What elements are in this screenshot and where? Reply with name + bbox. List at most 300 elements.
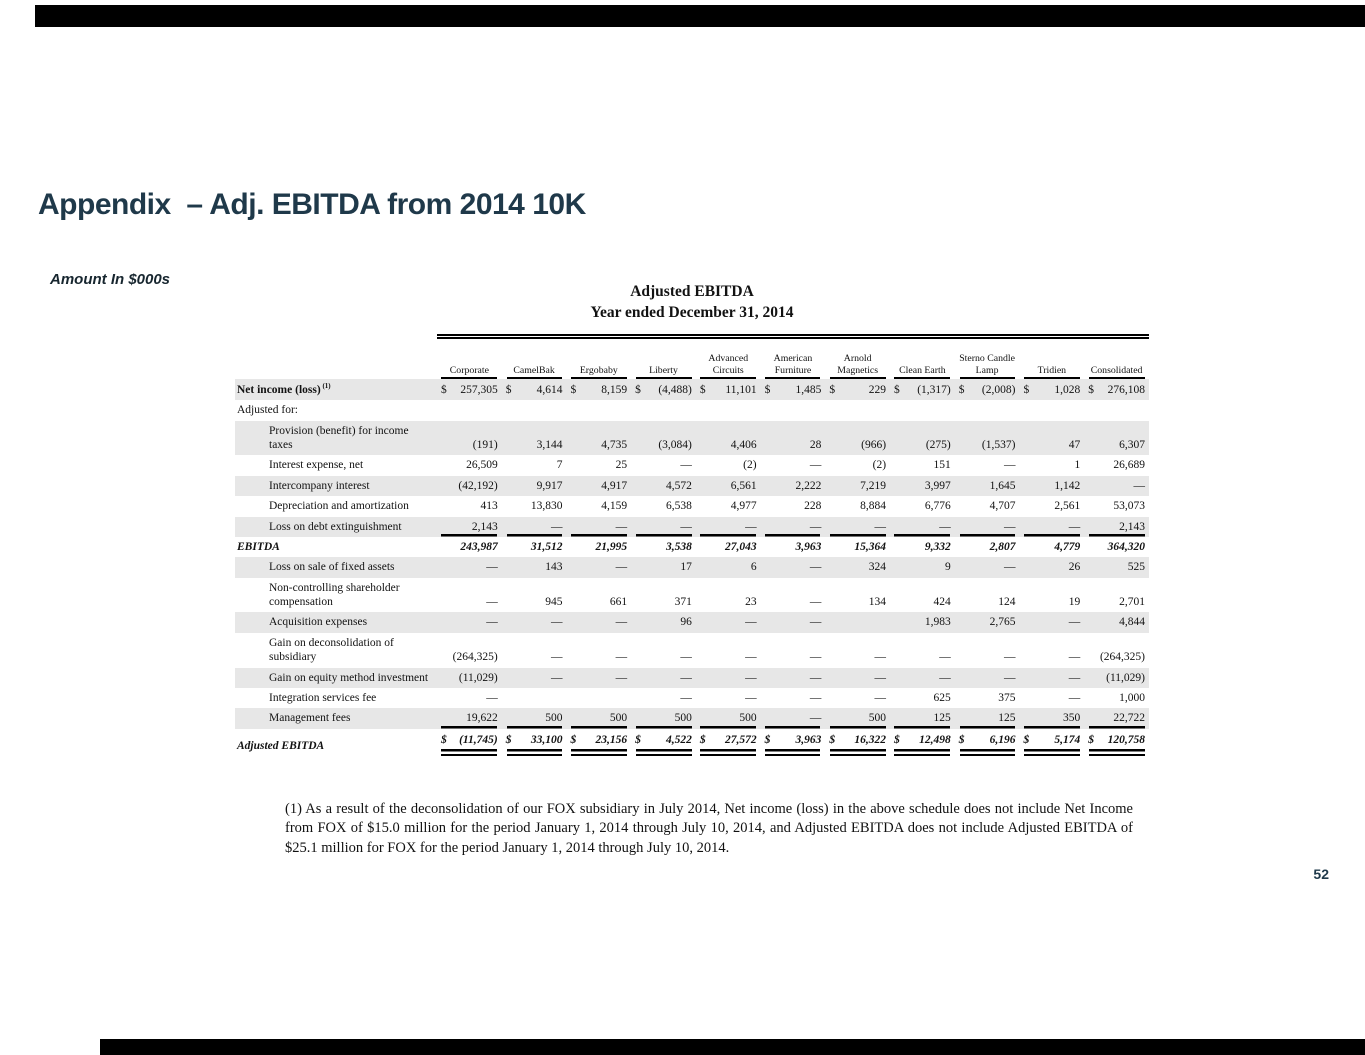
dollar-value: [894, 733, 951, 747]
cell: 143: [545, 561, 563, 574]
dollar-value: [570, 383, 627, 397]
cell: 625: [933, 691, 951, 704]
cell: [890, 379, 955, 400]
dollar-sign: $: [958, 733, 965, 746]
footnote: (1) As a result of the deconsolidation of our FOX subsidiary in July 2014, Net income (loss) in the above schedule does not include Net Income from FOX of $15.0 million for the period January 1, 2014 through July 10, 2014, and Adjusted EBITDA does not include Adjusted EBITDA of $25.1 million for FOX for the period January 1, 2014 through July 10, 2014.: [285, 801, 1133, 856]
cell: 3,538: [666, 540, 692, 553]
cell: 3,963: [795, 540, 822, 553]
amount: 6,196: [989, 733, 1016, 746]
cell: —: [761, 708, 826, 728]
amount: 27,572: [724, 733, 757, 746]
cell: 125: [955, 708, 1020, 728]
column-header: Corporate: [437, 337, 502, 380]
cell: —: [809, 691, 822, 704]
cell: (1,537): [981, 439, 1016, 452]
amount: (4,488): [658, 383, 692, 396]
cell: 27,043: [724, 540, 757, 553]
cell: 9,332: [924, 540, 951, 553]
cell: 3,144: [536, 439, 563, 452]
cell: —: [550, 616, 563, 629]
amount: (11,745): [459, 733, 498, 746]
cell: [566, 688, 631, 708]
row-label: Adjusted for:: [237, 404, 299, 417]
cell: —: [502, 517, 567, 537]
dollar-sign: $: [894, 733, 900, 746]
cell: —: [566, 517, 631, 537]
cell: 96: [680, 616, 692, 629]
cell: 6,776: [924, 500, 951, 513]
table-row: [235, 708, 1149, 728]
row-label: Provision (benefit) for income taxes: [269, 424, 409, 452]
cell: 21,995: [595, 540, 628, 553]
cell: 3,997: [924, 479, 951, 492]
dollar-sign: $: [1088, 733, 1094, 746]
cell: [631, 729, 696, 756]
dollar-value: [829, 383, 886, 397]
amount: 5,174: [1054, 733, 1081, 746]
cell: 4,572: [666, 479, 692, 492]
dollar-value: [1023, 383, 1080, 397]
cell: 413: [480, 500, 498, 513]
cell: —: [615, 561, 628, 574]
cell: 6: [750, 561, 757, 574]
cell: 4,977: [730, 500, 757, 513]
dollar-sign: $: [1023, 733, 1030, 746]
cell: [502, 688, 567, 708]
cell: —: [486, 596, 498, 609]
cell: 7: [556, 459, 563, 472]
cell: —: [1068, 671, 1081, 684]
cell: —: [680, 691, 692, 704]
cell: —: [680, 651, 692, 664]
cell: [761, 729, 826, 756]
cell: —: [939, 671, 951, 684]
column-header: Advanced Circuits: [696, 337, 761, 380]
dollar-sign: $: [829, 383, 836, 396]
dollar-sign: $: [635, 383, 641, 396]
cell: [437, 379, 502, 400]
cell: 4,735: [601, 439, 628, 452]
cell: 500: [631, 708, 696, 728]
cell: [955, 729, 1020, 756]
cell: [761, 400, 826, 420]
dollar-value: [1088, 383, 1145, 397]
table-row: [235, 400, 1149, 420]
cell: [696, 400, 761, 420]
table-row: [235, 612, 1149, 632]
dollar-sign: $: [1088, 383, 1094, 396]
amount: 229: [868, 383, 887, 396]
cell: 4,779: [1054, 540, 1081, 553]
table-row: [235, 668, 1149, 688]
cell: —: [680, 671, 692, 684]
dollar-sign: $: [764, 383, 771, 396]
cell: [825, 612, 890, 632]
cell: 500: [825, 708, 890, 728]
cell: 4,707: [989, 500, 1016, 513]
cell: —: [615, 671, 628, 684]
cell: 371: [674, 596, 692, 609]
cell: 4,159: [601, 500, 628, 513]
cell: —: [680, 459, 692, 472]
dollar-value: [506, 733, 563, 747]
row-label: Non-controlling shareholder compensation: [269, 581, 400, 609]
dollar-sign: $: [829, 733, 836, 746]
dollar-value: [635, 733, 692, 747]
dollar-sign: $: [505, 383, 512, 396]
column-header: Consolidated: [1084, 337, 1149, 380]
row-label: Depreciation and amortization: [269, 500, 409, 513]
cell: 23: [745, 596, 757, 609]
dollar-value: [441, 733, 498, 747]
cell: —: [550, 671, 563, 684]
cell: 15,364: [854, 540, 887, 553]
cell: —: [809, 561, 822, 574]
dollar-sign: $: [570, 733, 577, 746]
cell: [502, 729, 567, 756]
table-row: [235, 729, 1149, 756]
cell: 1,645: [989, 479, 1016, 492]
cell: 17: [680, 561, 692, 574]
column-header: American Furniture: [761, 337, 826, 380]
cell: 525: [1127, 561, 1145, 574]
cell: 2,561: [1054, 500, 1081, 513]
dollar-sign: $: [441, 383, 447, 396]
cell: 26,509: [466, 459, 498, 472]
cell: 28: [809, 439, 822, 452]
cell: 2,765: [989, 616, 1016, 629]
cell: 2,701: [1119, 596, 1145, 609]
cell: —: [1003, 459, 1016, 472]
footnote-ref: (1): [320, 382, 331, 391]
cell: 9,917: [536, 479, 563, 492]
dollar-sign: $: [441, 733, 447, 746]
amount: (2,008): [981, 383, 1016, 396]
cell: 661: [609, 596, 628, 609]
dollar-value: [959, 733, 1016, 747]
cell: —: [745, 616, 757, 629]
table-row: [235, 496, 1149, 516]
ebitda-table: [235, 334, 1149, 756]
amount: 16,322: [854, 733, 887, 746]
cell: —: [761, 517, 826, 537]
table-head: [235, 337, 1149, 380]
cell: (966): [861, 439, 887, 452]
dollar-sign: $: [1023, 383, 1030, 396]
cell: [1084, 379, 1149, 400]
cell: (2): [743, 459, 757, 472]
table-row: [235, 633, 1149, 668]
table-row: [235, 421, 1149, 456]
cell: 500: [696, 708, 761, 728]
cell: —: [631, 517, 696, 537]
cell: —: [1068, 691, 1081, 704]
dollar-value: [959, 383, 1016, 397]
cell: —: [1003, 651, 1016, 664]
amount: 3,963: [795, 733, 822, 746]
cell: —: [874, 671, 887, 684]
cell: [1019, 379, 1084, 400]
cell: 1,000: [1119, 691, 1145, 704]
amount: 120,758: [1107, 733, 1145, 746]
cell: —: [874, 651, 887, 664]
cell: [696, 379, 761, 400]
cell: (3,084): [658, 439, 692, 452]
table-row: [235, 476, 1149, 496]
column-header: CamelBak: [502, 337, 567, 380]
cell: (11,029): [1106, 671, 1145, 684]
cell: [566, 729, 631, 756]
cell: 2,143: [437, 517, 502, 537]
cell: —: [1003, 561, 1016, 574]
cell: —: [939, 651, 951, 664]
cell: —: [615, 616, 628, 629]
table-row: [235, 578, 1149, 613]
cell: [566, 400, 631, 420]
dollar-value: [700, 383, 757, 397]
cell: 2,143: [1084, 517, 1149, 537]
table-title: Adjusted EBITDA: [630, 283, 754, 300]
cell: 53,073: [1113, 500, 1145, 513]
cell: 134: [868, 596, 887, 609]
dollar-value: [1023, 733, 1080, 747]
cell: [502, 400, 567, 420]
cell: 4,406: [730, 439, 757, 452]
row-label: Acquisition expenses: [269, 616, 368, 629]
cell: (42,192): [458, 479, 498, 492]
cell: —: [550, 651, 563, 664]
cell: [825, 729, 890, 756]
row-label: Integration services fee: [269, 691, 377, 704]
column-header: Clean Earth: [890, 337, 955, 380]
dollar-sign: $: [635, 733, 641, 746]
dollar-sign: $: [570, 383, 577, 396]
cell: 26: [1068, 561, 1081, 574]
cell: [955, 379, 1020, 400]
amount-units-note: Amount In $000s: [50, 271, 171, 288]
cell: —: [874, 691, 887, 704]
dollar-value: [635, 383, 692, 397]
cell: 424: [933, 596, 951, 609]
cell: 350: [1019, 708, 1084, 728]
cell: (2): [872, 459, 887, 472]
cell: 8,884: [860, 500, 887, 513]
table-row: [235, 379, 1149, 400]
cell: (264,325): [452, 651, 498, 664]
cell: 1,983: [924, 616, 951, 629]
cell: 47: [1068, 439, 1081, 452]
dollar-value: [894, 383, 951, 397]
row-label: Intercompany interest: [269, 479, 370, 492]
row-label: Interest expense, net: [269, 459, 364, 472]
cell: —: [825, 517, 890, 537]
page-title: Appendix – Adj. EBITDA from 2014 10K: [38, 188, 586, 221]
amount: 11,101: [725, 383, 757, 396]
amount: 257,305: [460, 383, 498, 396]
row-label: Net income (loss) $^{(1)}$: [237, 382, 331, 396]
dollar-sign: $: [505, 733, 512, 746]
header-row: [235, 337, 1149, 380]
cell: [825, 400, 890, 420]
cell: 31,512: [530, 540, 563, 553]
cell: —: [486, 691, 498, 704]
cell: —: [745, 691, 757, 704]
table-row: [235, 688, 1149, 708]
column-header: Ergobaby: [566, 337, 631, 380]
bottom-accent-bar: [100, 1039, 1365, 1055]
cell: [955, 400, 1020, 420]
cell: 4,917: [601, 479, 628, 492]
amount: 1,485: [795, 383, 822, 396]
amount: 1,028: [1054, 383, 1081, 396]
cell: 500: [566, 708, 631, 728]
table-row: [235, 557, 1149, 577]
table-row: [235, 455, 1149, 475]
cell: —: [696, 517, 761, 537]
cell: [566, 379, 631, 400]
dollar-sign: $: [764, 733, 771, 746]
cell: [437, 400, 502, 420]
cell: [1019, 400, 1084, 420]
cell: 9: [945, 561, 951, 574]
dollar-value: [700, 733, 757, 747]
cell: —: [890, 517, 955, 537]
cell: 26,689: [1113, 459, 1145, 472]
dollar-value: [1088, 733, 1145, 747]
column-header: Sterno Candle Lamp: [955, 337, 1020, 380]
dollar-sign: $: [699, 733, 706, 746]
row-label: Loss on debt extinguishment: [269, 520, 402, 533]
cell: —: [809, 459, 822, 472]
cell: —: [486, 561, 498, 574]
cell: (264,325): [1099, 651, 1145, 664]
dollar-value: [441, 383, 498, 397]
dollar-value: [765, 733, 822, 747]
dollar-value: [506, 383, 563, 397]
amount: 4,614: [536, 383, 563, 396]
table-row: [235, 537, 1149, 557]
cell: 364,320: [1107, 540, 1145, 553]
cell: [890, 400, 955, 420]
cell: 375: [998, 691, 1016, 704]
amount: 8,159: [601, 383, 628, 396]
cell: 228: [804, 500, 822, 513]
column-header: Liberty: [631, 337, 696, 380]
dollar-sign: $: [699, 383, 706, 396]
cell: 2,807: [989, 540, 1016, 553]
cell: —: [615, 651, 628, 664]
row-label-header: [235, 337, 437, 380]
amount: 276,108: [1107, 383, 1145, 396]
cell: 25: [615, 459, 628, 472]
cell: 22,722: [1084, 708, 1149, 728]
table-body: [235, 379, 1149, 756]
cell: 151: [933, 459, 951, 472]
cell: 945: [545, 596, 563, 609]
cell: —: [745, 671, 757, 684]
cell: 1,142: [1054, 479, 1081, 492]
cell: —: [1133, 479, 1145, 492]
column-header: Tridien: [1019, 337, 1084, 380]
cell: 1: [1074, 459, 1081, 472]
dollar-sign: $: [894, 383, 900, 396]
amount: 4,522: [666, 733, 692, 746]
cell: [761, 379, 826, 400]
cell: [631, 400, 696, 420]
cell: [696, 729, 761, 756]
table-period: Year ended December 31, 2014: [590, 304, 794, 321]
cell: 6,307: [1119, 439, 1145, 452]
cell: 125: [890, 708, 955, 728]
cell: —: [1068, 616, 1081, 629]
table-row: [235, 517, 1149, 537]
cell: 2,222: [795, 479, 822, 492]
cell: [1084, 729, 1149, 756]
row-label: EBITDA: [237, 540, 280, 553]
cell: 19: [1068, 596, 1081, 609]
cell: [1019, 729, 1084, 756]
cell: [437, 729, 502, 756]
cell: (11,029): [458, 671, 498, 684]
amount: 12,498: [919, 733, 951, 746]
cell: —: [486, 616, 498, 629]
cell: 19,622: [437, 708, 502, 728]
cell: —: [955, 517, 1020, 537]
dollar-sign: $: [958, 383, 965, 396]
cell: 324: [868, 561, 887, 574]
row-label: Loss on sale of fixed assets: [269, 561, 395, 574]
cell: [502, 379, 567, 400]
cell: —: [809, 616, 822, 629]
cell: (275): [925, 439, 951, 452]
row-label: Management fees: [269, 712, 351, 725]
cell: 6,538: [666, 500, 692, 513]
page-number: 52: [1313, 866, 1329, 882]
cell: 500: [502, 708, 567, 728]
cell: 6,561: [730, 479, 757, 492]
cell: [631, 379, 696, 400]
cell: 4,844: [1119, 616, 1145, 629]
cell: —: [1068, 651, 1081, 664]
cell: —: [745, 651, 757, 664]
row-label: Adjusted EBITDA: [237, 739, 325, 752]
cell: —: [809, 596, 822, 609]
cell: [825, 379, 890, 400]
cell: 13,830: [530, 500, 563, 513]
cell: [890, 729, 955, 756]
dollar-value: [765, 383, 822, 397]
cell: 243,987: [460, 540, 498, 553]
cell: 7,219: [860, 479, 887, 492]
cell: —: [809, 671, 822, 684]
amount: 23,156: [595, 733, 628, 746]
amount: 33,100: [530, 733, 563, 746]
row-label: Gain on equity method investment: [269, 671, 429, 684]
cell: —: [809, 651, 822, 664]
dollar-value: [570, 733, 627, 747]
row-label: Gain on deconsolidation of subsidiary: [269, 636, 394, 664]
top-accent-bar: [35, 5, 1365, 27]
financial-table-section: [235, 283, 1149, 756]
dollar-value: [829, 733, 886, 747]
cell: —: [1019, 517, 1084, 537]
cell: (191): [472, 439, 498, 452]
cell: —: [1003, 671, 1016, 684]
cell: 124: [998, 596, 1016, 609]
cell: [1084, 400, 1149, 420]
column-header: Arnold Magnetics: [825, 337, 890, 380]
amount: (1,317): [917, 383, 951, 396]
